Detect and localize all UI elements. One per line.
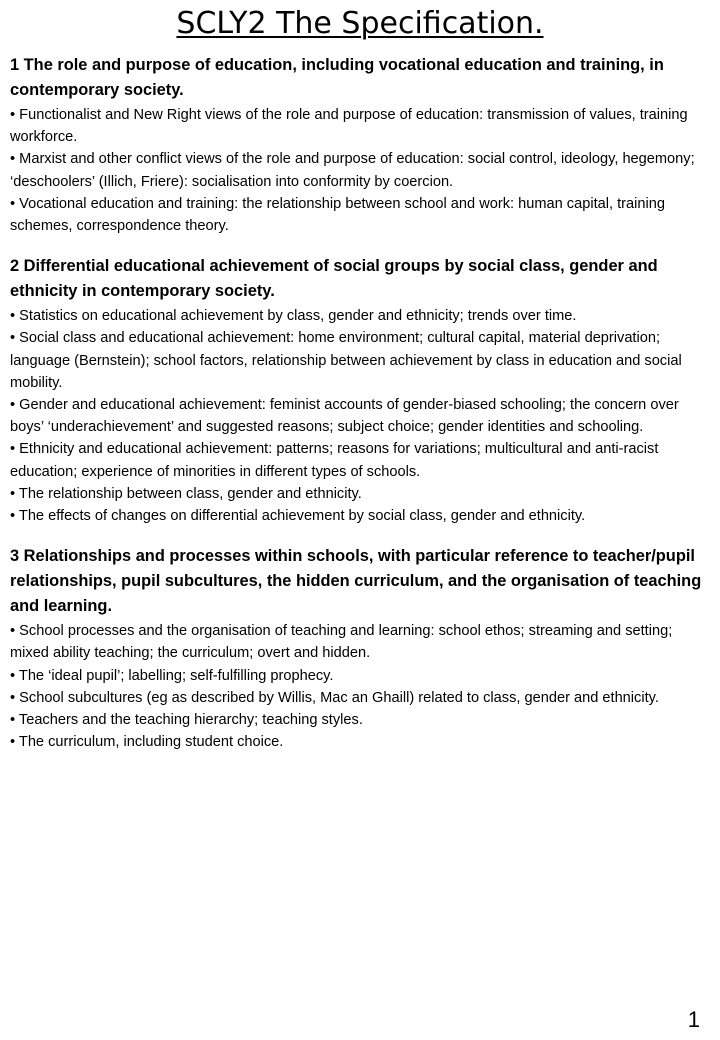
bullet-icon: • — [10, 441, 16, 458]
bullet-text: Gender and educational achievement: feminist accounts of gender-biased schooling; the concern over boys’ ‘underachievement’ and suggested reasons; subject choice; gender identities and schooling. — [10, 397, 679, 436]
bullet-icon: • — [10, 623, 16, 640]
bullet-item — [10, 505, 708, 527]
specification-content — [10, 53, 708, 770]
bullet-item — [10, 305, 708, 327]
bullet-icon: • — [10, 195, 16, 212]
bullet-text: Vocational education and training: the relationship between school and work: human capital, training schemes, correspondence theory. — [10, 195, 665, 235]
bullet-item — [10, 709, 708, 731]
bullet-icon: • — [10, 485, 16, 502]
bullet-icon: • — [10, 508, 16, 525]
bullet-item — [10, 620, 708, 664]
bullet-list — [10, 620, 708, 753]
bullet-text: Functionalist and New Right views of the role and purpose of education: transmission of values, training workforce. — [10, 107, 688, 146]
bullet-icon: • — [10, 689, 16, 706]
page-title: SCLY2 The Specification. — [176, 6, 544, 41]
bullet-text: The relationship between class, gender and ethnicity. — [18, 485, 362, 502]
bullet-text: Marxist and other conflict views of the role and purpose of education: social control, ideology, hegemony; ‘deschoolers’ (Illich, Friere): socialisation into conformity by coercion. — [10, 151, 695, 190]
bullet-list — [10, 305, 708, 527]
bullet-text: Social class and educational achievement: home environment; cultural capital, material deprivation; language (Bernstein); school factors, relationship between achievement by class in education and social mobility. — [10, 330, 682, 391]
bullet-icon: • — [10, 330, 16, 347]
bullet-icon: • — [10, 734, 16, 751]
bullet-item — [10, 687, 708, 709]
bullet-icon: • — [10, 397, 16, 414]
bullet-text: School subcultures (eg as described by Willis, Mac an Ghaill) related to class, gender and ethnicity. — [19, 689, 659, 706]
bullet-text: The effects of changes on differential achievement by social class, gender and ethnicity. — [18, 508, 586, 525]
section-1 — [10, 53, 708, 237]
bullet-item — [10, 148, 708, 192]
page-number: 1 — [687, 1007, 700, 1032]
section-heading: 2 Differential educational achievement of social groups by social class, gender and ethnicity in contemporary society. — [10, 257, 658, 301]
bullet-item — [10, 104, 708, 148]
bullet-icon: • — [10, 151, 16, 168]
bullet-text: School processes and the organisation of teaching and learning: school ethos; streaming and setting; mixed ability teaching; the curriculum; overt and hidden. — [10, 623, 673, 662]
bullet-item — [10, 327, 708, 394]
section-3 — [10, 544, 708, 753]
bullet-item — [10, 394, 708, 438]
bullet-item — [10, 665, 708, 687]
bullet-text: Statistics on educational achievement by class, gender and ethnicity; trends over time. — [19, 308, 577, 325]
bullet-icon: • — [10, 667, 16, 684]
bullet-item — [10, 731, 708, 753]
bullet-text: The curriculum, including student choice. — [18, 734, 284, 751]
bullet-list — [10, 104, 708, 237]
section-heading: 1 The role and purpose of education, including vocational education and training, in contemporary society. — [10, 56, 664, 99]
section-2 — [10, 254, 708, 527]
bullet-item — [10, 193, 708, 237]
bullet-text: The ‘ideal pupil’; labelling; self-fulfilling prophecy. — [18, 667, 334, 684]
bullet-text: Teachers and the teaching hierarchy; teaching styles. — [18, 712, 363, 729]
bullet-item — [10, 438, 708, 482]
bullet-icon: • — [10, 107, 16, 123]
bullet-item — [10, 483, 708, 505]
section-heading: 3 Relationships and processes within schools, with particular reference to teacher/pupil relationships, pupil subcultures, the hidden curriculum, and the organisation of teaching and learning. — [10, 547, 702, 616]
bullet-text: Ethnicity and educational achievement: patterns; reasons for variations; multicultural and anti-racist education; experience of minorities in different types of schools. — [10, 441, 659, 480]
bullet-icon: • — [10, 712, 16, 729]
bullet-icon: • — [10, 308, 16, 325]
